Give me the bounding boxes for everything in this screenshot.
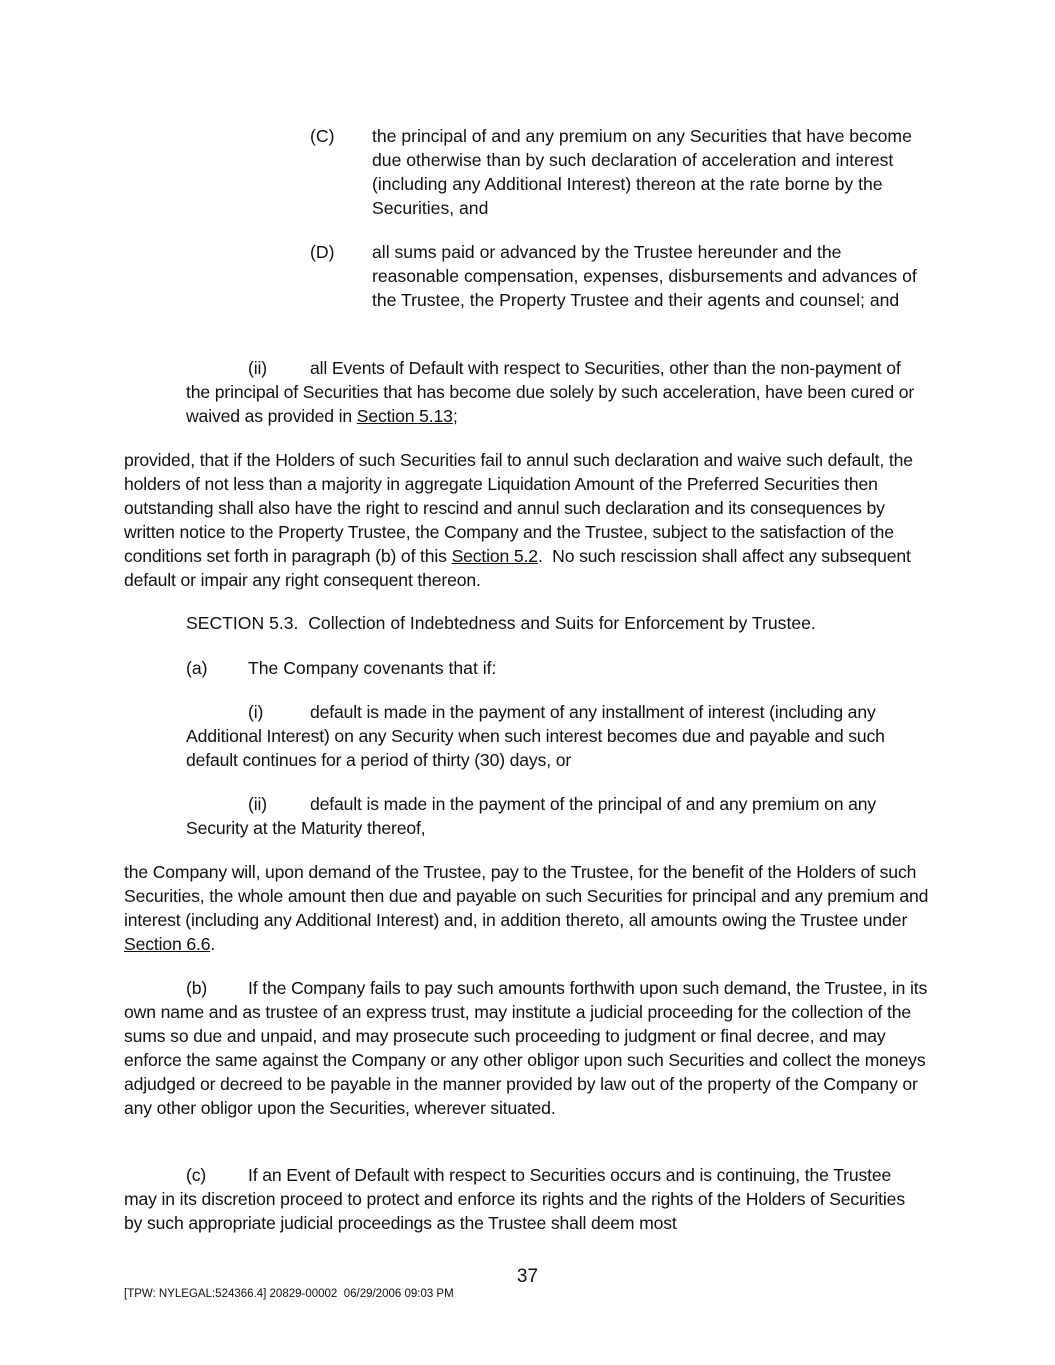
para-a-ii-text: default is made in the payment of the principal of and any premium on any Security at the Maturity thereof,: [186, 794, 877, 838]
company-will-paragraph: [124, 860, 934, 956]
item-d-label: (D): [310, 242, 335, 262]
para-ii-text-end: ;: [452, 406, 458, 426]
company-will-text: the Company will, upon demand of the Trustee, pay to the Trustee, for the benefit of the Holders of such Securities, the whole amount then due and payable on such Securities for principal and any premium and interest (including any Additional Interest) and, in addition thereto, all amounts owing the Trustee under: [124, 862, 929, 930]
document-footer: [TPW: NYLEGAL:524366.4] 20829-00002 06/29/2006 09:03 PM: [124, 1288, 454, 1300]
para-a-i-text: default is made in the payment of any installment of interest (including any Additional Interest) on any Security when such interest becomes due and payable and such default continues for a period of thirty (30) days, or: [186, 702, 885, 770]
para-c-label: (c): [186, 1165, 207, 1185]
para-a-label: (a): [186, 658, 208, 678]
company-will-text-end: .: [210, 934, 216, 954]
item-c-text: the principal of and any premium on any Securities that have become due otherwise than by such declaration of acceleration and interest (including any Additional Interest) thereon at the rate borne by the Securities, and: [372, 126, 912, 218]
para-a-text: The Company covenants that if:: [248, 658, 497, 678]
para-a-ii-label: (ii): [248, 794, 267, 814]
proviso-paragraph: [124, 448, 930, 592]
section-ref-6-6[interactable]: Section 6.6: [124, 934, 211, 954]
section-ref-5-13[interactable]: Section 5.13: [356, 406, 453, 426]
para-b-text: If the Company fails to pay such amounts forthwith upon such demand, the Trustee, in its own name and as trustee of an express trust, may institute a judicial proceeding for the collection of the sums so due and unpaid, and may prosecute such proceeding to judgment or final decree, and may enforce the same against the Company or any other obligor upon such Securities and collect the moneys adjudged or decreed to be payable in the manner provided by law out of the property of the Company or any other obligor upon the Securities, wherever situated.: [124, 978, 928, 1118]
para-ii-label: (ii): [248, 358, 267, 378]
item-c-label: (C): [310, 126, 335, 146]
section-heading: SECTION 5.3. Collection of Indebtedness and Suits for Enforcement by Trustee.: [186, 613, 816, 633]
proviso-text-end: . No such rescission shall affect any subsequent default or impair any right consequent thereon.: [124, 546, 916, 590]
para-a-i-label: (i): [248, 702, 264, 722]
para-ii: [186, 356, 921, 428]
item-d-text: all sums paid or advanced by the Trustee hereunder and the reasonable compensation, expenses, disbursements and advances of the Trustee, the Property Trustee and their agents and counsel; and: [372, 242, 917, 310]
para-a-ii: [186, 792, 936, 840]
section-ref-5-2[interactable]: Section 5.2: [451, 546, 538, 566]
proviso-text: provided, that if the Holders of such Securities fail to annul such declaration and waive such default, the holders of not less than a majority in aggregate Liquidation Amount of the Preferred Securities then outstanding shall also have the right to rescind and annul such declaration and its consequences by written notice to the Property Trustee, the Company and the Trustee, subject to the satisfaction of the conditions set forth in paragraph (b) of this: [124, 450, 913, 566]
para-ii-text: all Events of Default with respect to Securities, other than the non-payment of the principal of Securities that has become due solely by such acceleration, have been cured or waived as provided in: [186, 358, 915, 426]
para-c: [124, 1163, 914, 1235]
para-b: [124, 976, 930, 1120]
page-number: 37: [516, 1266, 539, 1287]
para-b-label: (b): [186, 978, 208, 998]
para-c-text: If an Event of Default with respect to Securities occurs and is continuing, the Trustee may in its discretion proceed to protect and enforce its rights and the rights of the Holders of Securities by such appropriate judicial proceedings as the Trustee shall deem most: [124, 1165, 905, 1233]
para-a-i: [186, 700, 936, 772]
